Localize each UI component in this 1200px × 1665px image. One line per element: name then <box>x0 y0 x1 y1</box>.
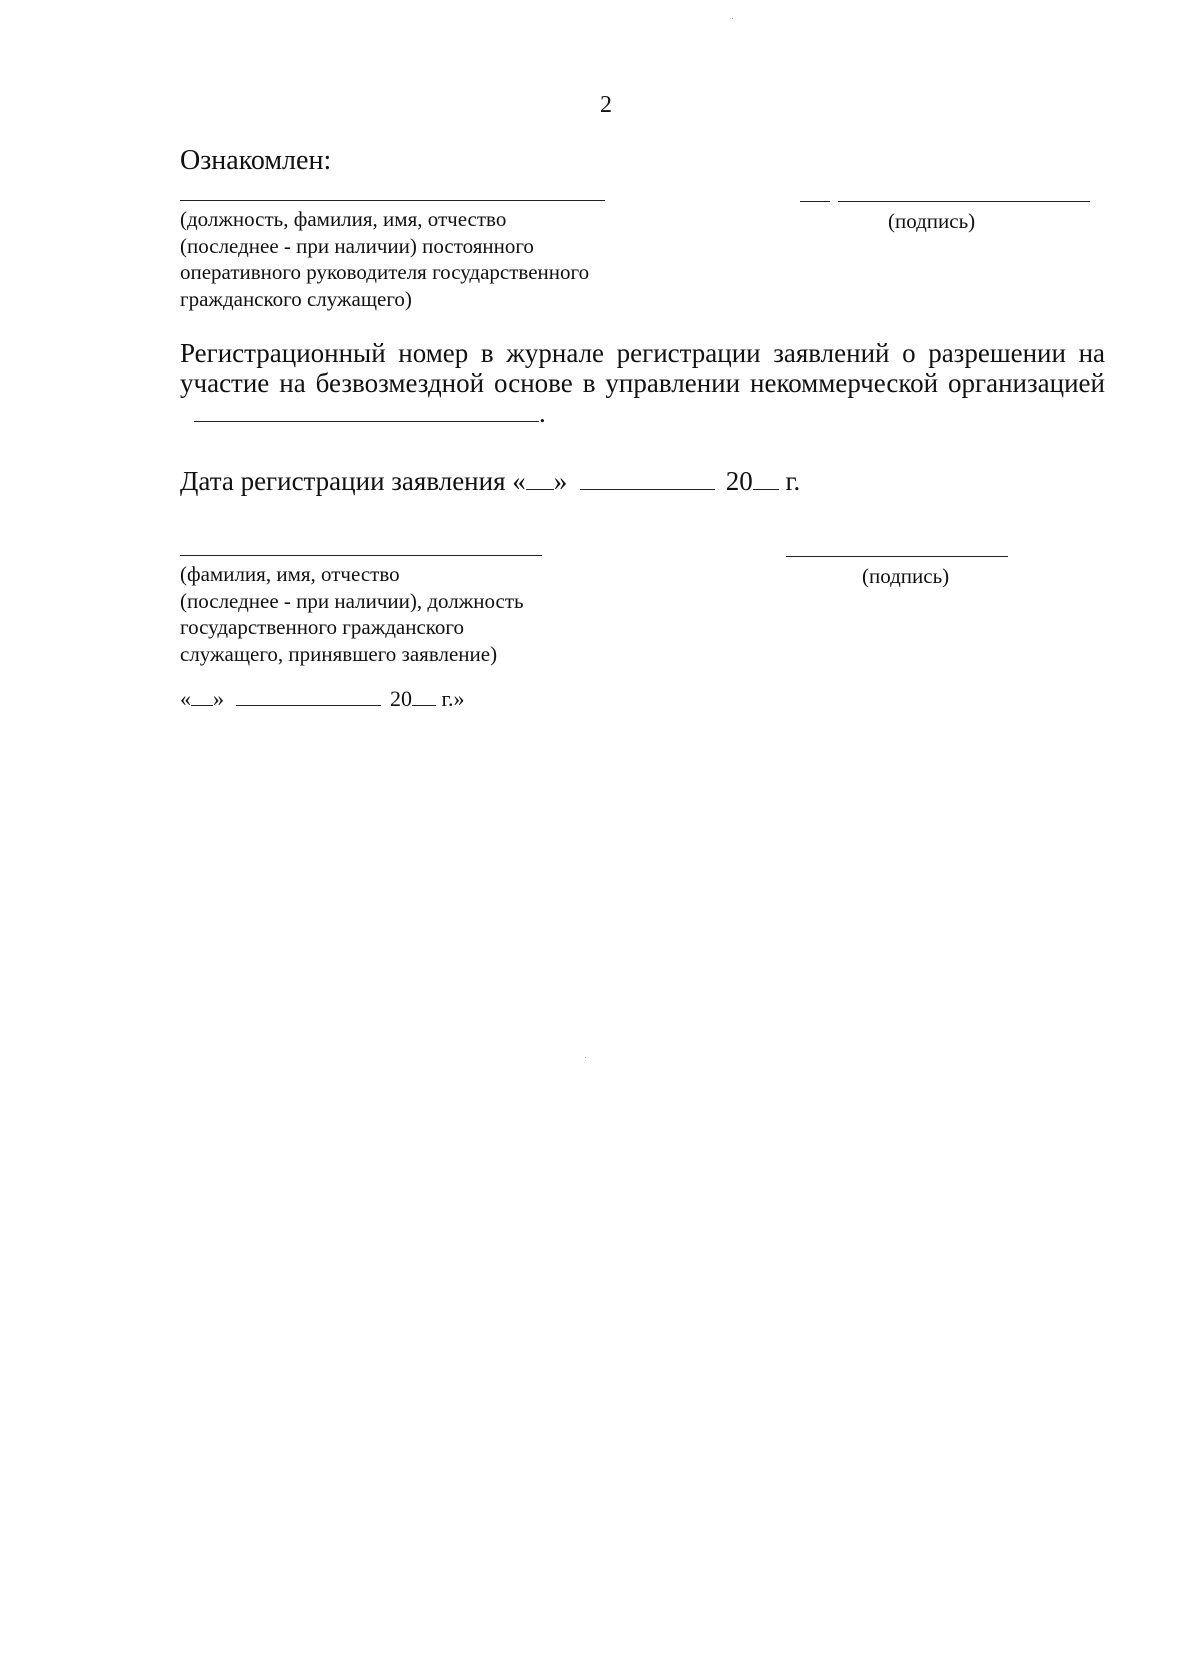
final-year-prefix: 20 <box>390 686 412 711</box>
year-blank <box>753 467 779 490</box>
registration-number-paragraph <box>180 338 1105 428</box>
caption-line: гражданского служащего) <box>180 286 412 311</box>
block2-signature-caption: (подпись) <box>862 564 950 588</box>
final-date-line <box>180 686 465 712</box>
registration-text: Регистрационный номер в журнале регистрации заявлений о разрешении на участие на безвозмездной основе в управлении некоммерческой организацией <box>180 338 1105 398</box>
reg-date-label: Дата регистрации заявления « <box>180 466 526 496</box>
year-prefix: 20 <box>725 466 753 496</box>
final-close-quote: » <box>213 686 224 711</box>
block2-left-caption <box>180 561 700 667</box>
block1-left-caption <box>180 206 700 312</box>
month-blank <box>580 467 715 490</box>
final-day-blank <box>191 687 213 706</box>
caption-line: государственного гражданского <box>180 615 465 639</box>
name-line-1 <box>180 200 605 201</box>
block1-signature-caption: (подпись) <box>888 209 976 233</box>
familiarized-label: Ознакомлен: <box>180 145 332 176</box>
registration-end: . <box>539 398 546 428</box>
signature-line-1a <box>800 201 830 202</box>
signature-line-2 <box>786 556 1008 557</box>
page-number: 2 <box>600 92 612 118</box>
scan-speck <box>585 1057 586 1058</box>
quote-close: » <box>553 466 568 496</box>
final-year-suffix: г.» <box>436 686 465 711</box>
caption-line: (должность, фамилия, имя, отчество <box>180 207 507 231</box>
name-line-2 <box>180 555 542 556</box>
day-blank <box>526 467 554 490</box>
caption-line: (фамилия, имя, отчество <box>180 562 400 586</box>
caption-line: служащего, принявшего заявление) <box>180 641 498 666</box>
caption-line: (последнее - при наличии) постоянного <box>180 233 534 258</box>
final-open-quote: « <box>180 686 191 711</box>
registration-number-blank <box>194 399 539 422</box>
final-year-blank <box>412 687 436 706</box>
year-suffix: г. <box>778 466 801 496</box>
caption-line: оперативного руководителя государственного <box>180 260 590 284</box>
registration-date-line <box>180 466 800 497</box>
scan-speck <box>732 18 733 19</box>
signature-line-1b <box>838 201 1090 202</box>
final-month-blank <box>236 687 381 706</box>
caption-line: (последнее - при наличии), должность <box>180 588 524 613</box>
